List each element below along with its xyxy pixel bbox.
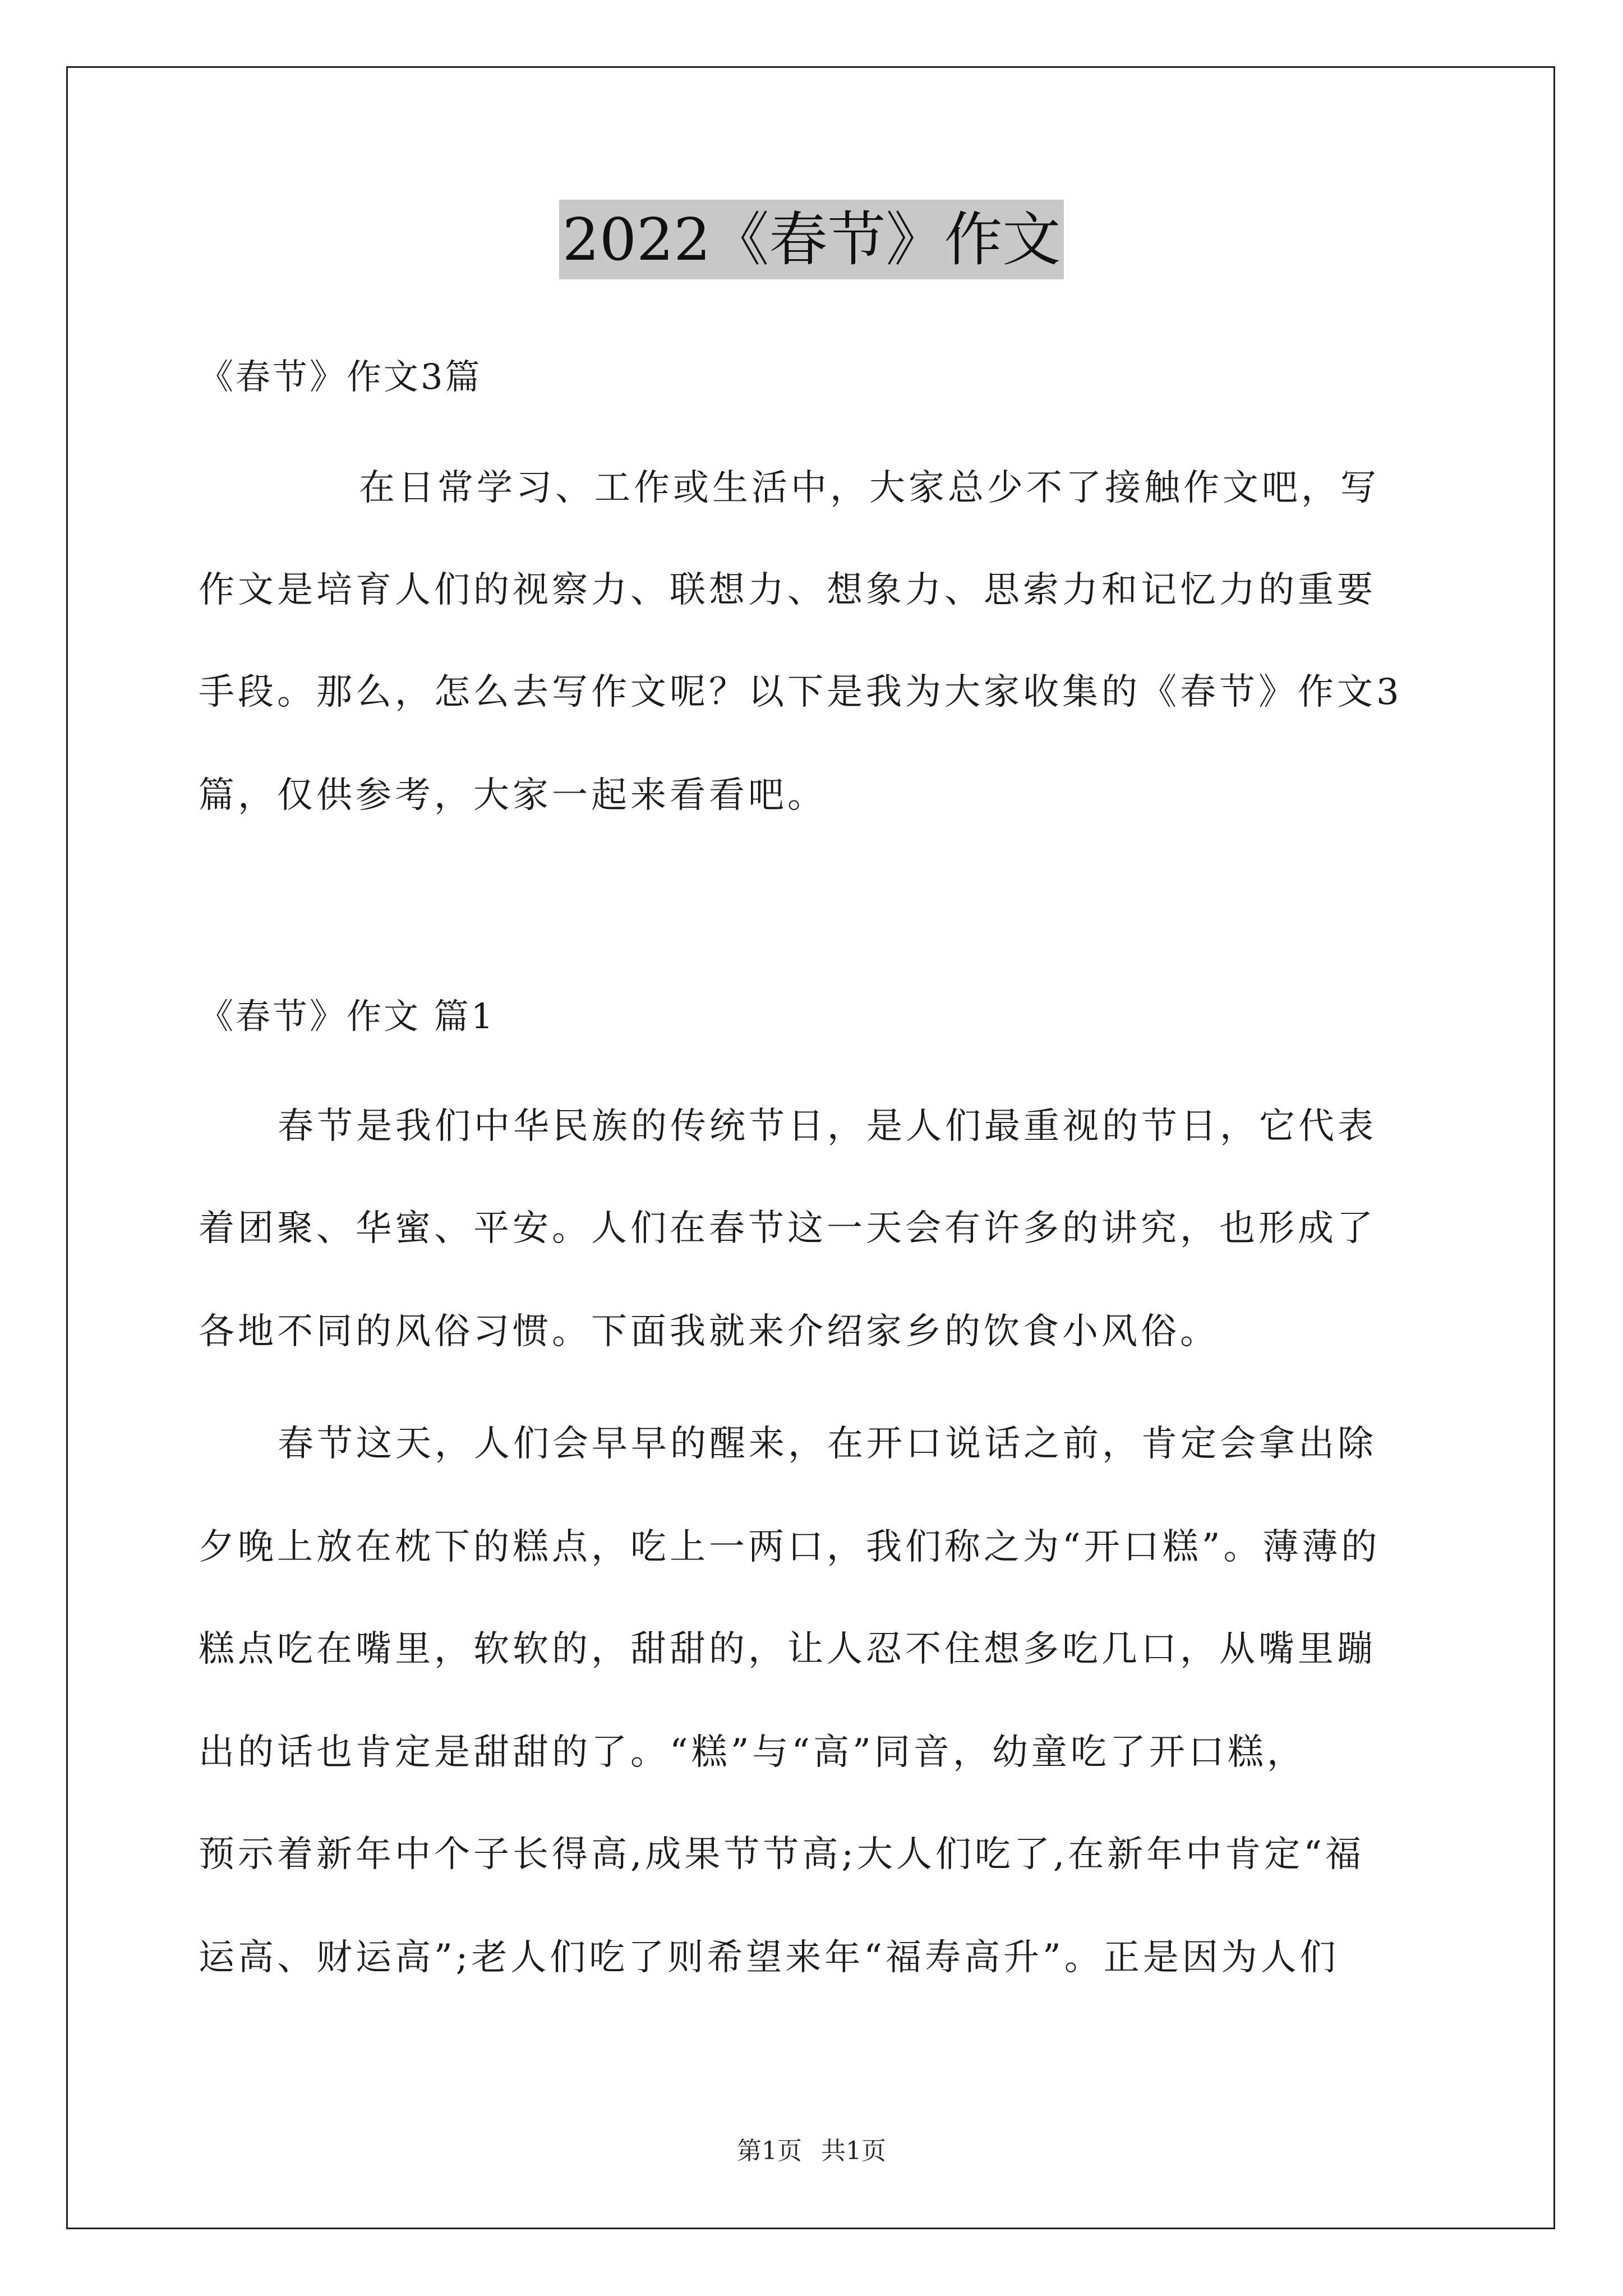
- para2-line-1: 春节这天，人们会早早的醒来，在开口说话之前，肯定会拿出除: [278, 1423, 1377, 1465]
- para1-line-2: 着团聚、华蜜、平安。人们在春节这一天会有许多的讲究，也形成了: [199, 1208, 1376, 1249]
- para2-line-2: 夕晚上放在枕下的糕点，吃上一两口，我们称之为“开口糕”。薄薄的: [199, 1526, 1381, 1568]
- intro-line-1: 在日常学习、工作或生活中，大家总少不了接触作文吧，写: [359, 467, 1380, 509]
- page-total: 共1页: [821, 2137, 886, 2165]
- para2-line-6: 运高、财运高”;老人们吃了则希望来年“福寿高升”。正是因为人们: [199, 1937, 1339, 1978]
- intro-line-2: 作文是培育人们的视察力、联想力、想象力、思索力和记忆力的重要: [199, 569, 1376, 611]
- document-title: 2022《春节》作文: [559, 200, 1064, 279]
- intro-line-4: 篇，仅供参考，大家一起来看看吧。: [199, 775, 827, 816]
- para2-line-3: 糕点吃在嘴里，软软的，甜甜的，让人忍不住想多吃几口，从嘴里蹦: [199, 1628, 1376, 1670]
- section-heading: 《春节》作文 篇1: [199, 996, 496, 1037]
- page-number: 第1页: [737, 2137, 802, 2165]
- intro-line-3: 手段。那么，怎么去写作文呢？以下是我为大家收集的《春节》作文3: [199, 671, 1403, 713]
- para2-line-4: 出的话也肯定是甜甜的了。“糕”与“高”同音，幼童吃了开口糕，: [199, 1732, 1306, 1773]
- para1-line-1: 春节是我们中华民族的传统节日，是人们最重视的节日，它代表: [278, 1106, 1377, 1147]
- para2-line-5: 预示着新年中个子长得高,成果节节高;大人们吃了,在新年中肯定“福: [199, 1834, 1364, 1875]
- para1-line-3: 各地不同的风俗习惯。下面我就来介绍家乡的饮食小风俗。: [199, 1311, 1219, 1352]
- document-subtitle: 《春节》作文3篇: [199, 356, 482, 397]
- page-footer: [0, 2134, 1623, 2168]
- title-container: [0, 200, 1623, 279]
